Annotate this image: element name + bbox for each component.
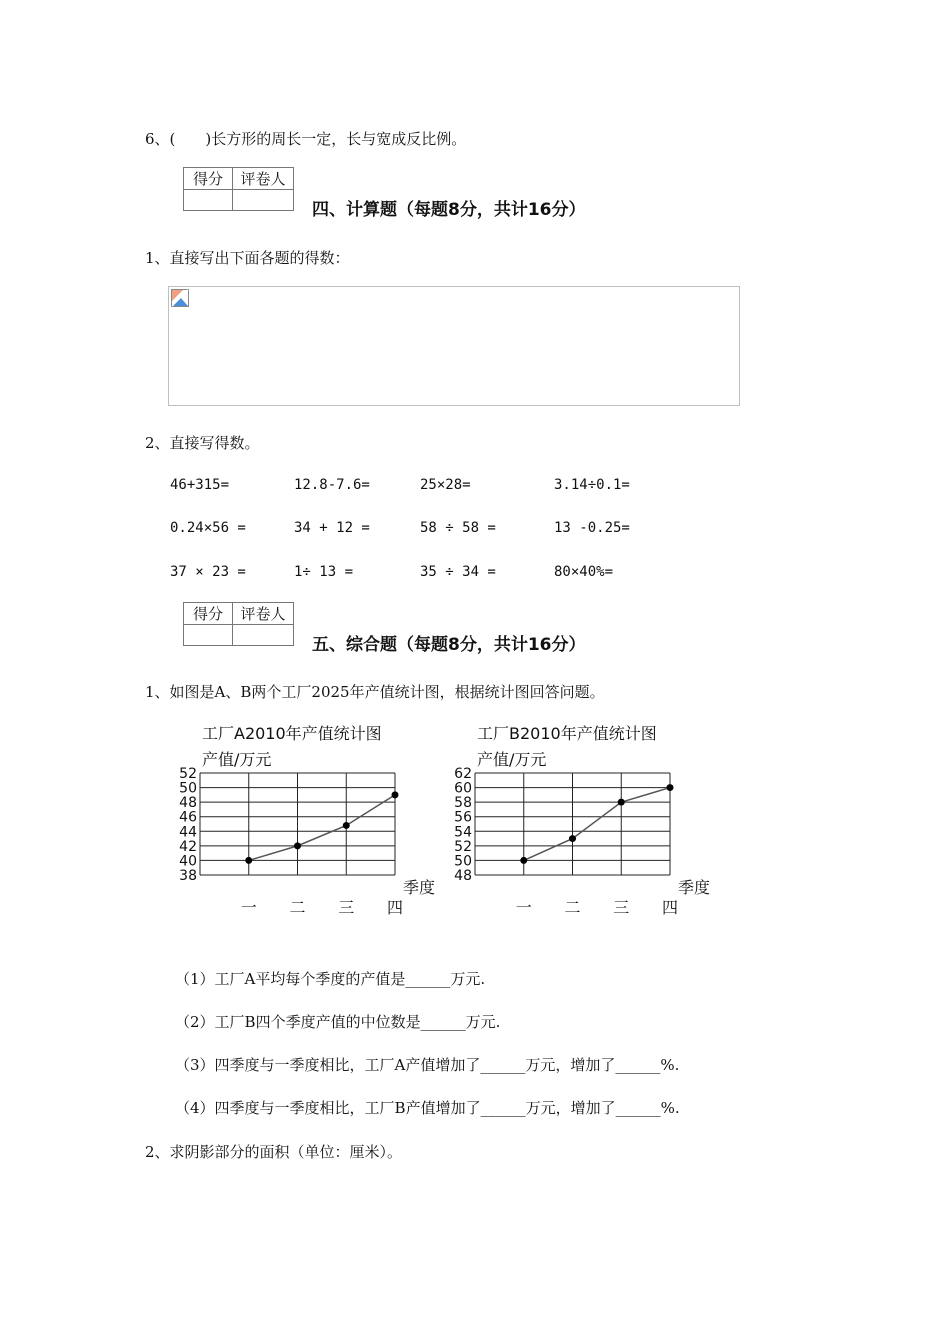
data-point	[520, 857, 527, 864]
math-item: 35 ÷ 34 =	[420, 564, 496, 580]
x-tick-label: 二	[564, 898, 581, 917]
grader-label: 评卷人	[233, 603, 294, 625]
grader-cell	[233, 625, 294, 646]
y-tick-label: 46	[179, 809, 197, 826]
chart-factory-a	[170, 715, 450, 925]
y-tick-label: 58	[454, 795, 472, 812]
x-tick-label: 三	[613, 898, 630, 917]
math-item: 3.14÷0.1=	[554, 477, 630, 493]
math-item: 37 × 23 =	[170, 564, 246, 580]
chart-title: 工厂B2010年产值统计图	[477, 724, 657, 743]
x-tick-label: 四	[386, 898, 404, 917]
x-tick-label: 四	[661, 898, 679, 917]
section-4-title: 四、计算题（每题8分，共计16分）	[312, 200, 586, 220]
y-tick-label: 42	[179, 838, 197, 855]
x-tick-label: 二	[289, 898, 306, 917]
data-point	[245, 857, 252, 864]
math-item: 46+315=	[170, 477, 230, 493]
x-axis-label: 季度	[678, 878, 711, 897]
score-cell	[184, 190, 233, 211]
y-tick-label: 52	[179, 766, 197, 782]
score-label: 得分	[184, 603, 233, 625]
sub-question-4: （4）四季度与一季度相比，工厂B产值增加了______万元，增加了______%.	[175, 1099, 680, 1117]
s4-question-1: 1、直接写出下面各题的得数：	[145, 249, 350, 267]
score-table-1	[183, 167, 294, 211]
x-axis-label: 季度	[403, 878, 436, 897]
x-tick-label: 一	[240, 898, 257, 917]
y-tick-label: 62	[454, 766, 472, 782]
question-6: 6、( )长方形的周长一定，长与宽成反比例。	[145, 130, 467, 148]
math-item: 80×40%=	[554, 564, 614, 580]
grader-label: 评卷人	[233, 168, 294, 190]
s5-question-2: 2、求阴影部分的面积（单位：厘米）。	[145, 1143, 403, 1161]
y-tick-label: 52	[454, 838, 472, 855]
y-tick-label: 38	[179, 868, 197, 884]
data-point	[667, 784, 674, 791]
data-point	[569, 835, 576, 842]
chart-title: 工厂A2010年产值统计图	[202, 724, 382, 743]
data-point	[294, 842, 301, 849]
math-item: 25×28=	[420, 477, 471, 493]
section-5-title: 五、综合题（每题8分，共计16分）	[312, 635, 586, 655]
series-line	[249, 795, 395, 861]
y-tick-label: 48	[454, 868, 472, 884]
math-item: 13 -0.25=	[554, 520, 630, 536]
math-item: 1÷ 13 =	[294, 564, 354, 580]
data-point	[343, 822, 350, 829]
y-tick-label: 40	[179, 853, 197, 870]
y-tick-label: 50	[454, 853, 472, 870]
grader-cell	[233, 190, 294, 211]
y-tick-label: 56	[454, 809, 472, 826]
x-tick-label: 三	[338, 898, 355, 917]
data-point	[618, 799, 625, 806]
data-point	[392, 791, 399, 798]
missing-image-box	[168, 286, 740, 406]
y-tick-label: 60	[454, 780, 472, 797]
y-axis-label: 产值/万元	[477, 750, 547, 769]
score-cell	[184, 625, 233, 646]
math-item: 0.24×56 =	[170, 520, 246, 536]
sub-question-1: （1）工厂A平均每个季度的产值是______万元.	[175, 970, 486, 988]
y-tick-label: 54	[454, 824, 472, 841]
y-tick-label: 50	[179, 780, 197, 797]
s4-question-2: 2、直接写得数。	[145, 434, 260, 452]
math-item: 58 ÷ 58 =	[420, 520, 496, 536]
math-item: 12.8-7.6=	[294, 477, 370, 493]
y-tick-label: 44	[179, 824, 197, 841]
score-label: 得分	[184, 168, 233, 190]
math-item: 34 + 12 =	[294, 520, 370, 536]
series-line	[524, 788, 670, 861]
chart-factory-b	[445, 715, 725, 925]
sub-question-2: （2）工厂B四个季度产值的中位数是______万元.	[175, 1013, 501, 1031]
y-tick-label: 48	[179, 795, 197, 812]
s5-question-1: 1、如图是A、B两个工厂2025年产值统计图，根据统计图回答问题。	[145, 683, 605, 701]
broken-image-icon	[171, 289, 189, 307]
y-axis-label: 产值/万元	[202, 750, 272, 769]
sub-question-3: （3）四季度与一季度相比，工厂A产值增加了______万元，增加了______%.	[175, 1056, 680, 1074]
score-table-2	[183, 602, 294, 646]
x-tick-label: 一	[515, 898, 532, 917]
